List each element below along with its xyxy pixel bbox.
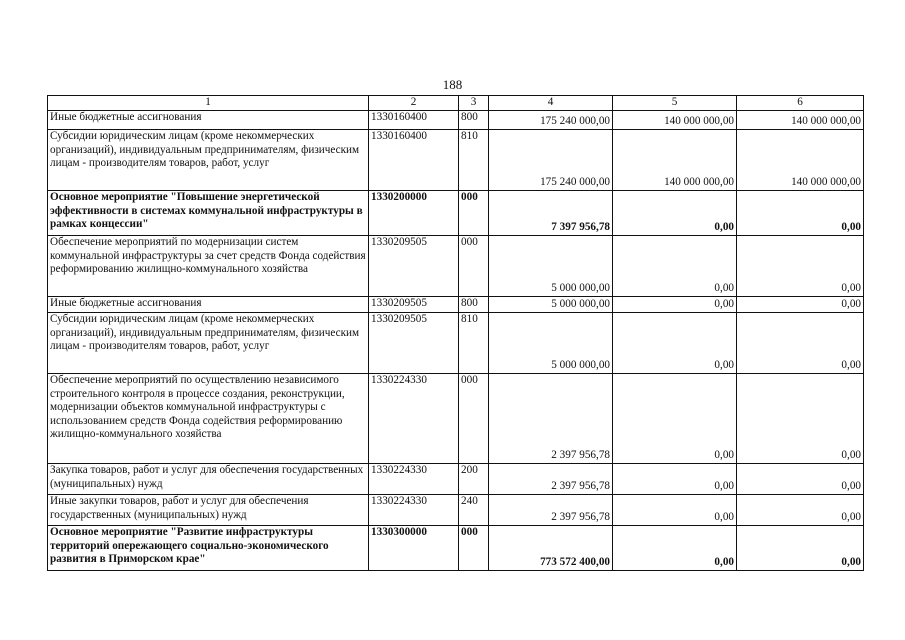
row-code-cell: 1330160400 [369,111,459,130]
row-value-col6-cell: 0,00 [737,297,864,313]
table-row [48,236,864,297]
row-value-col6-cell: 0,00 [737,374,864,464]
row-code-cell: 1330224330 [369,495,459,526]
header-cell: 6 [737,96,864,111]
table-row [48,495,864,526]
row-value-col5-cell: 0,00 [613,313,737,374]
row-value-col6-cell: 0,00 [737,495,864,526]
table-header-row [48,96,864,111]
row-value-col4-cell: 2 397 956,78 [489,495,613,526]
row-kind-cell: 240 [459,495,489,526]
row-value-col5-cell: 0,00 [613,374,737,464]
row-code-cell: 1330209505 [369,297,459,313]
row-value-col6-cell: 140 000 000,00 [737,130,864,191]
row-value-col5-cell: 140 000 000,00 [613,111,737,130]
table-row [48,526,864,571]
row-value-col4-cell: 175 240 000,00 [489,111,613,130]
row-value-col4-cell: 175 240 000,00 [489,130,613,191]
row-value-col4-cell: 5 000 000,00 [489,236,613,297]
budget-table [47,95,864,571]
row-code-cell: 1330209505 [369,313,459,374]
row-kind-cell: 810 [459,313,489,374]
table-row [48,130,864,191]
row-value-col5-cell: 0,00 [613,191,737,236]
row-kind-cell: 000 [459,236,489,297]
row-name-cell: Субсидии юридическим лицам (кроме некоммерческих организаций), индивидуальным предпринимателям, физическим лицам - производителям товаров, работ, услуг [48,313,369,374]
row-value-col5-cell: 0,00 [613,495,737,526]
row-value-col6-cell: 0,00 [737,313,864,374]
row-kind-cell: 000 [459,374,489,464]
row-name-cell: Основное мероприятие "Повышение энергетической эффективности в системах коммунальной инфраструктуры в рамках концессии" [48,191,369,236]
row-code-cell: 1330209505 [369,236,459,297]
row-value-col6-cell: 0,00 [737,526,864,571]
row-value-col4-cell: 2 397 956,78 [489,374,613,464]
row-name-cell: Субсидии юридическим лицам (кроме некоммерческих организаций), индивидуальным предпринимателям, физическим лицам - производителям товаров, работ, услуг [48,130,369,191]
header-cell: 4 [489,96,613,111]
row-code-cell: 1330160400 [369,130,459,191]
row-name-cell: Иные закупки товаров, работ и услуг для обеспечения государственных (муниципальных) нужд [48,495,369,526]
row-kind-cell: 000 [459,191,489,236]
row-name-cell: Основное мероприятие "Развитие инфраструктуры территорий опережающего социально-экономического развития в Приморском крае" [48,526,369,571]
row-name-cell: Обеспечение мероприятий по осуществлению независимого строительного контроля в процессе создания, реконструкции, модернизации объектов коммунальной инфраструктуры с использованием средств Фонда содействия реформированию жилищно-коммунального хозяйства [48,374,369,464]
row-value-col5-cell: 0,00 [613,236,737,297]
row-kind-cell: 800 [459,111,489,130]
row-value-col4-cell: 2 397 956,78 [489,464,613,495]
budget-table-body [48,96,864,571]
row-value-col6-cell: 140 000 000,00 [737,111,864,130]
row-value-col5-cell: 140 000 000,00 [613,130,737,191]
table-row [48,111,864,130]
table-row [48,191,864,236]
row-value-col6-cell: 0,00 [737,236,864,297]
row-value-col4-cell: 5 000 000,00 [489,297,613,313]
row-code-cell: 1330300000 [369,526,459,571]
row-name-cell: Иные бюджетные ассигнования [48,111,369,130]
table-row [48,374,864,464]
row-value-col4-cell: 5 000 000,00 [489,313,613,374]
row-kind-cell: 810 [459,130,489,191]
row-value-col6-cell: 0,00 [737,464,864,495]
header-cell: 1 [48,96,369,111]
row-code-cell: 1330224330 [369,374,459,464]
header-cell: 5 [613,96,737,111]
table-row [48,297,864,313]
row-kind-cell: 200 [459,464,489,495]
row-value-col5-cell: 0,00 [613,464,737,495]
table-row [48,464,864,495]
table-row [48,313,864,374]
page-number: 188 [442,77,463,92]
header-cell: 3 [459,96,489,111]
row-value-col6-cell: 0,00 [737,191,864,236]
row-value-col5-cell: 0,00 [613,526,737,571]
header-cell: 2 [369,96,459,111]
row-kind-cell: 000 [459,526,489,571]
row-name-cell: Закупка товаров, работ и услуг для обеспечения государственных (муниципальных) нужд [48,464,369,495]
row-code-cell: 1330200000 [369,191,459,236]
row-name-cell: Обеспечение мероприятий по модернизации систем коммунальной инфраструктуры за счет средств Фонда содействия реформированию жилищно-коммунального хозяйства [48,236,369,297]
row-code-cell: 1330224330 [369,464,459,495]
row-value-col4-cell: 773 572 400,00 [489,526,613,571]
row-name-cell: Иные бюджетные ассигнования [48,297,369,313]
row-value-col4-cell: 7 397 956,78 [489,191,613,236]
row-kind-cell: 800 [459,297,489,313]
row-value-col5-cell: 0,00 [613,297,737,313]
